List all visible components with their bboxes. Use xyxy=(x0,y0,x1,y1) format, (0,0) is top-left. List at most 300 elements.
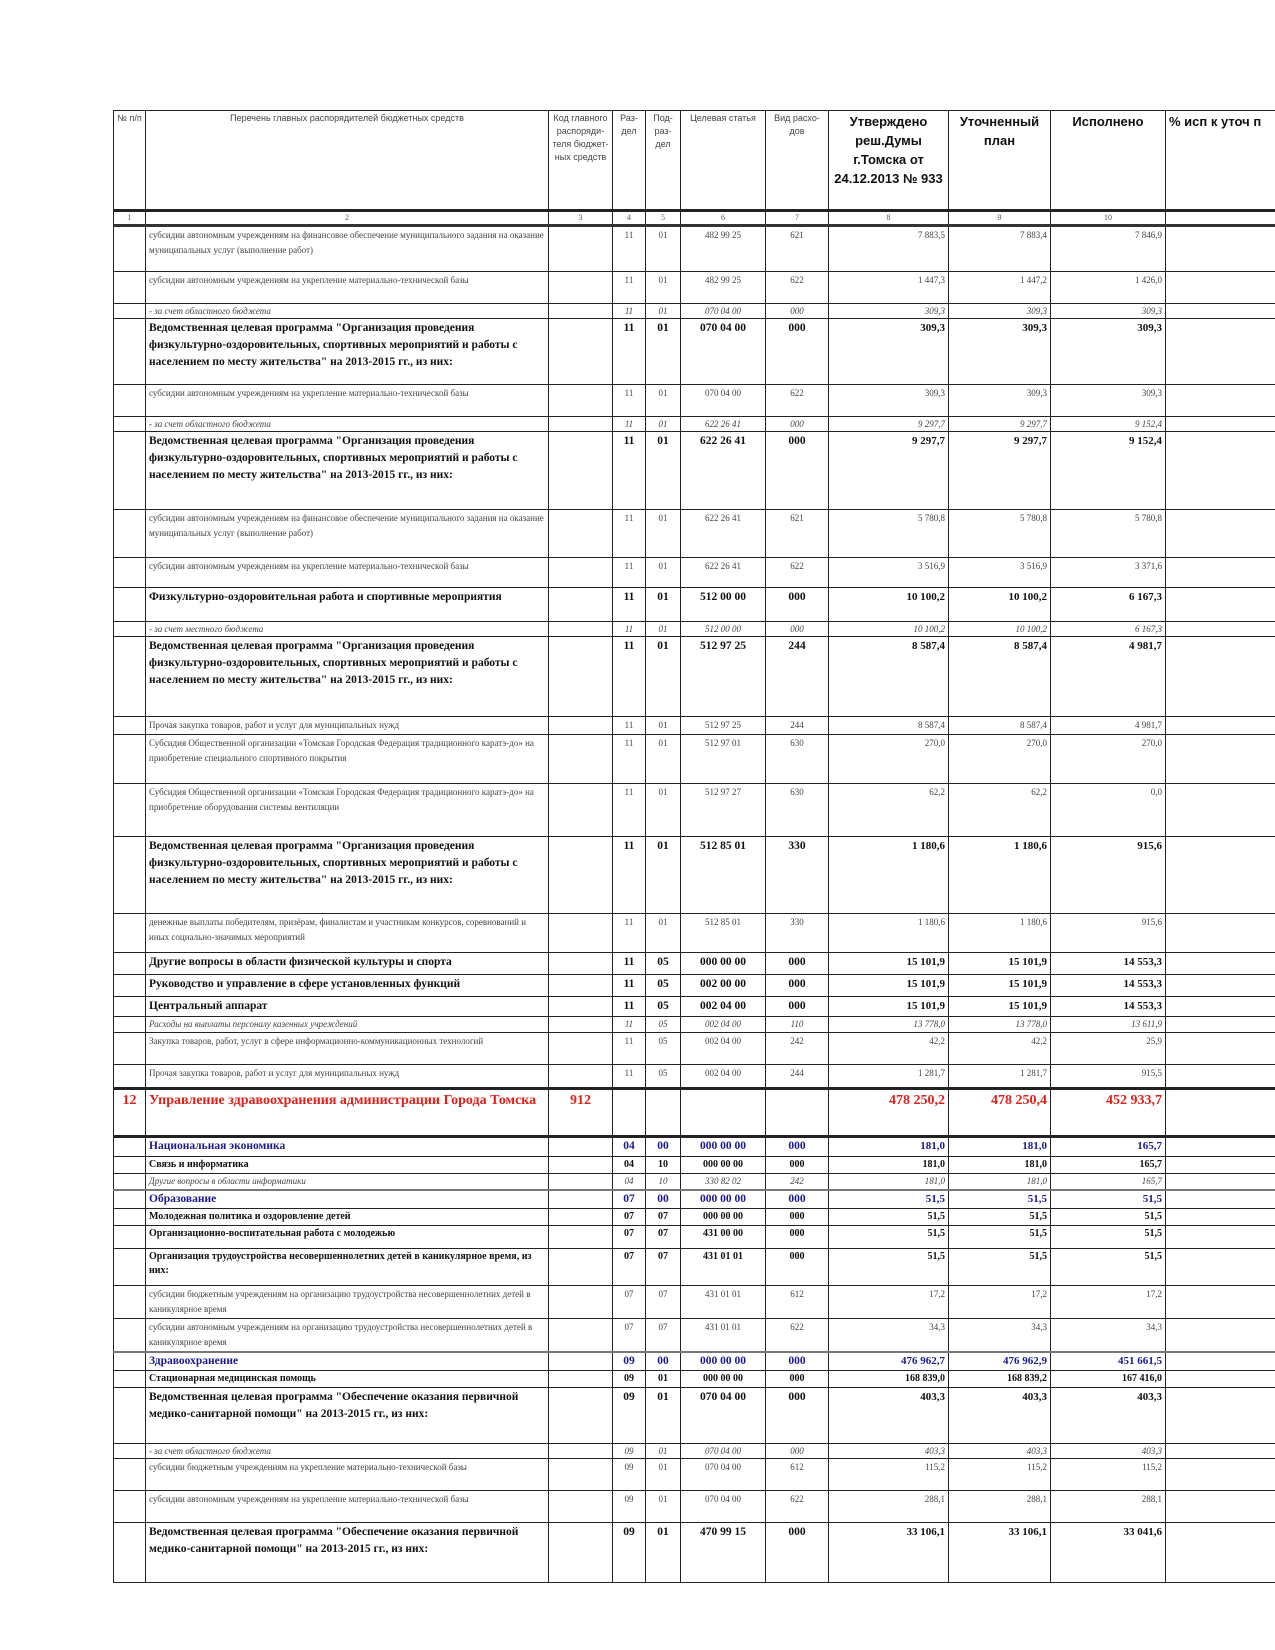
cell-approved: 181,0 xyxy=(829,1137,949,1157)
cell-revised-plan: 17,2 xyxy=(949,1285,1051,1318)
table-row xyxy=(114,272,1275,304)
cell-name: субсидии бюджетным учреждениям на организацию трудоустройства несовершеннолетних детей в каникулярное время xyxy=(146,1285,549,1318)
cell-expense-type: 621 xyxy=(766,226,829,272)
table-row xyxy=(114,975,1275,997)
cell-number xyxy=(114,997,146,1017)
cell-percent xyxy=(1166,1033,1275,1065)
cell-executed: 13 611,9 xyxy=(1051,1017,1166,1033)
cell-executed: 9 152,4 xyxy=(1051,432,1166,510)
cell-expense-type: 612 xyxy=(766,1285,829,1318)
cell-target-item: 330 82 02 xyxy=(681,1174,766,1190)
cell-expense-type: 621 xyxy=(766,510,829,558)
cell-percent xyxy=(1166,510,1275,558)
table-row xyxy=(114,997,1275,1017)
cell-percent xyxy=(1166,417,1275,432)
cell-revised-plan: 3 516,9 xyxy=(949,558,1051,588)
cell-number xyxy=(114,432,146,510)
cell-target-item: 512 97 25 xyxy=(681,637,766,717)
cell-name: - за счет областного бюджета xyxy=(146,417,549,432)
cell-subsection: 01 xyxy=(646,637,681,717)
cell-target-item: 002 04 00 xyxy=(681,1017,766,1033)
cell-number xyxy=(114,1190,146,1209)
cell-percent xyxy=(1166,717,1275,735)
cell-revised-plan: 403,3 xyxy=(949,1388,1051,1444)
cell-approved: 9 297,7 xyxy=(829,417,949,432)
cell-name: Другие вопросы в области информатики xyxy=(146,1174,549,1190)
column-index: 5 xyxy=(646,211,681,226)
cell-revised-plan: 15 101,9 xyxy=(949,975,1051,997)
cell-approved: 62,2 xyxy=(829,784,949,837)
table-row xyxy=(114,1174,1275,1190)
cell-section: 11 xyxy=(613,837,646,914)
cell-subsection: 01 xyxy=(646,510,681,558)
cell-section: 09 xyxy=(613,1523,646,1583)
cell-number xyxy=(114,1491,146,1523)
header-target-item: Целевая статья xyxy=(681,111,766,211)
table-header-row xyxy=(114,111,1275,211)
cell-revised-plan: 8 587,4 xyxy=(949,637,1051,717)
cell-revised-plan: 309,3 xyxy=(949,319,1051,385)
table-row xyxy=(114,417,1275,432)
cell-code xyxy=(549,975,613,997)
cell-section: 11 xyxy=(613,914,646,953)
column-index: 4 xyxy=(613,211,646,226)
cell-subsection: 05 xyxy=(646,975,681,997)
cell-name: субсидии автономным учреждениям на финансовое обеспечение муниципального задания на оказание муниципальных услуг (выполнение работ) xyxy=(146,226,549,272)
table-row xyxy=(114,432,1275,510)
table-row xyxy=(114,1371,1275,1388)
table-row xyxy=(114,1157,1275,1174)
cell-expense-type xyxy=(766,1089,829,1137)
cell-section: 09 xyxy=(613,1459,646,1491)
cell-number xyxy=(114,717,146,735)
cell-executed: 403,3 xyxy=(1051,1388,1166,1444)
column-index: 1 xyxy=(114,211,146,226)
table-row xyxy=(114,1190,1275,1209)
cell-name: Здравоохранение xyxy=(146,1352,549,1371)
cell-expense-type: 630 xyxy=(766,784,829,837)
cell-code xyxy=(549,319,613,385)
cell-expense-type: 622 xyxy=(766,1318,829,1352)
cell-section: 07 xyxy=(613,1225,646,1248)
cell-section: 11 xyxy=(613,304,646,319)
cell-section: 11 xyxy=(613,417,646,432)
cell-expense-type: 000 xyxy=(766,1225,829,1248)
column-index: 6 xyxy=(681,211,766,226)
cell-code xyxy=(549,1491,613,1523)
cell-approved: 51,5 xyxy=(829,1190,949,1209)
cell-executed: 165,7 xyxy=(1051,1137,1166,1157)
cell-name: Ведомственная целевая программа "Организация проведения физкультурно-оздоровительных, спортивных мероприятий и работы с населением по месту жительства" на 2013-2015 гг., из них: xyxy=(146,637,549,717)
cell-approved: 1 180,6 xyxy=(829,837,949,914)
cell-section: 11 xyxy=(613,735,646,784)
cell-name: Национальная экономика xyxy=(146,1137,549,1157)
table-row xyxy=(114,1491,1275,1523)
cell-executed: 51,5 xyxy=(1051,1190,1166,1209)
table-row xyxy=(114,1225,1275,1248)
column-index: 8 xyxy=(829,211,949,226)
cell-expense-type: 000 xyxy=(766,1190,829,1209)
cell-subsection: 01 xyxy=(646,1459,681,1491)
cell-target-item: 622 26 41 xyxy=(681,558,766,588)
cell-code xyxy=(549,1033,613,1065)
cell-revised-plan: 13 778,0 xyxy=(949,1017,1051,1033)
cell-section: 09 xyxy=(613,1388,646,1444)
cell-percent xyxy=(1166,622,1275,637)
cell-name: Прочая закупка товаров, работ и услуг для муниципальных нужд xyxy=(146,1065,549,1089)
cell-code xyxy=(549,1388,613,1444)
cell-revised-plan: 181,0 xyxy=(949,1157,1051,1174)
cell-executed: 4 981,7 xyxy=(1051,637,1166,717)
cell-executed: 6 167,3 xyxy=(1051,622,1166,637)
cell-percent xyxy=(1166,1371,1275,1388)
header-expense-type: Вид расхо-дов xyxy=(766,111,829,211)
cell-percent xyxy=(1166,1137,1275,1157)
cell-code xyxy=(549,622,613,637)
cell-target-item: 622 26 41 xyxy=(681,510,766,558)
cell-revised-plan: 7 883,4 xyxy=(949,226,1051,272)
cell-percent xyxy=(1166,1491,1275,1523)
header-executed: Исполнено xyxy=(1051,111,1166,211)
cell-approved: 10 100,2 xyxy=(829,588,949,622)
cell-executed: 34,3 xyxy=(1051,1318,1166,1352)
cell-revised-plan: 270,0 xyxy=(949,735,1051,784)
cell-number xyxy=(114,558,146,588)
cell-subsection: 05 xyxy=(646,1065,681,1089)
table-row xyxy=(114,1444,1275,1459)
cell-code xyxy=(549,997,613,1017)
cell-target-item: 000 00 00 xyxy=(681,1352,766,1371)
cell-code xyxy=(549,558,613,588)
cell-number xyxy=(114,622,146,637)
cell-percent xyxy=(1166,1225,1275,1248)
cell-revised-plan: 1 447,2 xyxy=(949,272,1051,304)
cell-section: 11 xyxy=(613,784,646,837)
table-row xyxy=(114,1459,1275,1491)
cell-name: Стационарная медицинская помощь xyxy=(146,1371,549,1388)
cell-expense-type: 000 xyxy=(766,432,829,510)
column-index-row xyxy=(114,211,1275,226)
cell-approved: 309,3 xyxy=(829,319,949,385)
cell-revised-plan: 9 297,7 xyxy=(949,432,1051,510)
cell-approved: 8 587,4 xyxy=(829,717,949,735)
cell-number xyxy=(114,975,146,997)
cell-executed: 309,3 xyxy=(1051,385,1166,417)
cell-number xyxy=(114,953,146,975)
cell-revised-plan: 51,5 xyxy=(949,1208,1051,1225)
cell-expense-type: 000 xyxy=(766,622,829,637)
cell-revised-plan: 403,3 xyxy=(949,1444,1051,1459)
cell-number xyxy=(114,1523,146,1583)
cell-approved: 15 101,9 xyxy=(829,997,949,1017)
cell-executed: 270,0 xyxy=(1051,735,1166,784)
cell-percent xyxy=(1166,953,1275,975)
cell-approved: 270,0 xyxy=(829,735,949,784)
column-index: 7 xyxy=(766,211,829,226)
cell-revised-plan: 1 180,6 xyxy=(949,914,1051,953)
cell-target-item: 622 26 41 xyxy=(681,432,766,510)
cell-section: 11 xyxy=(613,385,646,417)
cell-section: 11 xyxy=(613,432,646,510)
cell-approved: 51,5 xyxy=(829,1248,949,1285)
cell-approved: 15 101,9 xyxy=(829,953,949,975)
cell-executed: 51,5 xyxy=(1051,1225,1166,1248)
cell-approved: 309,3 xyxy=(829,304,949,319)
column-index: 9 xyxy=(949,211,1051,226)
cell-percent xyxy=(1166,1208,1275,1225)
cell-percent xyxy=(1166,319,1275,385)
cell-expense-type: 622 xyxy=(766,558,829,588)
table-row xyxy=(114,637,1275,717)
cell-number xyxy=(114,1033,146,1065)
cell-executed: 6 167,3 xyxy=(1051,588,1166,622)
cell-name: Расходы на выплаты персоналу казенных учреждений xyxy=(146,1017,549,1033)
header-section: Раз-дел xyxy=(613,111,646,211)
cell-name: субсидии автономным учреждениям на укрепление материально-технической базы xyxy=(146,1491,549,1523)
cell-subsection: 01 xyxy=(646,588,681,622)
cell-executed: 14 553,3 xyxy=(1051,975,1166,997)
cell-executed: 1 426,0 xyxy=(1051,272,1166,304)
cell-approved: 115,2 xyxy=(829,1459,949,1491)
cell-code xyxy=(549,1208,613,1225)
cell-name: Ведомственная целевая программа "Организация проведения физкультурно-оздоровительных, спортивных мероприятий и работы с населением по месту жительства" на 2013-2015 гг., из них: xyxy=(146,319,549,385)
cell-percent xyxy=(1166,1157,1275,1174)
cell-name: Прочая закупка товаров, работ и услуг для муниципальных нужд xyxy=(146,717,549,735)
cell-section: 07 xyxy=(613,1190,646,1209)
cell-target-item: 002 04 00 xyxy=(681,1065,766,1089)
cell-executed: 309,3 xyxy=(1051,319,1166,385)
cell-executed: 17,2 xyxy=(1051,1285,1166,1318)
cell-subsection: 07 xyxy=(646,1318,681,1352)
cell-target-item: 002 04 00 xyxy=(681,997,766,1017)
cell-subsection: 01 xyxy=(646,1491,681,1523)
cell-number xyxy=(114,319,146,385)
header-approved: Утверждено реш.Думы г.Томска от 24.12.2013 № 933 xyxy=(829,111,949,211)
cell-target-item: 070 04 00 xyxy=(681,319,766,385)
cell-code xyxy=(549,385,613,417)
cell-section: 11 xyxy=(613,1065,646,1089)
cell-percent xyxy=(1166,1459,1275,1491)
cell-code xyxy=(549,837,613,914)
cell-section: 07 xyxy=(613,1208,646,1225)
table-row xyxy=(114,1318,1275,1352)
cell-executed: 309,3 xyxy=(1051,304,1166,319)
cell-number xyxy=(114,1444,146,1459)
cell-expense-type: 000 xyxy=(766,1208,829,1225)
cell-code xyxy=(549,1523,613,1583)
cell-subsection: 01 xyxy=(646,784,681,837)
cell-number xyxy=(114,272,146,304)
cell-percent xyxy=(1166,735,1275,784)
cell-executed: 3 371,6 xyxy=(1051,558,1166,588)
cell-number xyxy=(114,417,146,432)
cell-executed: 9 152,4 xyxy=(1051,417,1166,432)
cell-code xyxy=(549,953,613,975)
cell-subsection: 05 xyxy=(646,953,681,975)
cell-approved: 1 180,6 xyxy=(829,914,949,953)
cell-number xyxy=(114,1208,146,1225)
cell-section: 11 xyxy=(613,272,646,304)
cell-number xyxy=(114,385,146,417)
cell-approved: 42,2 xyxy=(829,1033,949,1065)
cell-target-item: 002 04 00 xyxy=(681,1033,766,1065)
table-row xyxy=(114,1523,1275,1583)
cell-target-item: 070 04 00 xyxy=(681,385,766,417)
cell-approved: 3 516,9 xyxy=(829,558,949,588)
cell-target-item: 000 00 00 xyxy=(681,1208,766,1225)
cell-percent xyxy=(1166,637,1275,717)
cell-subsection: 05 xyxy=(646,1033,681,1065)
cell-number xyxy=(114,1017,146,1033)
cell-expense-type: 000 xyxy=(766,1388,829,1444)
cell-approved: 13 778,0 xyxy=(829,1017,949,1033)
table-row xyxy=(114,510,1275,558)
cell-expense-type: 242 xyxy=(766,1174,829,1190)
cell-expense-type: 242 xyxy=(766,1033,829,1065)
cell-section: 09 xyxy=(613,1371,646,1388)
cell-percent xyxy=(1166,1523,1275,1583)
cell-code: 912 xyxy=(549,1089,613,1137)
cell-expense-type: 622 xyxy=(766,272,829,304)
cell-subsection: 01 xyxy=(646,837,681,914)
cell-percent xyxy=(1166,558,1275,588)
cell-section: 11 xyxy=(613,510,646,558)
table-row xyxy=(114,1033,1275,1065)
cell-target-item: 431 01 01 xyxy=(681,1248,766,1285)
cell-percent xyxy=(1166,1285,1275,1318)
cell-revised-plan: 288,1 xyxy=(949,1491,1051,1523)
cell-executed: 288,1 xyxy=(1051,1491,1166,1523)
cell-revised-plan: 51,5 xyxy=(949,1248,1051,1285)
cell-code xyxy=(549,735,613,784)
cell-approved: 288,1 xyxy=(829,1491,949,1523)
cell-percent xyxy=(1166,1352,1275,1371)
table-row xyxy=(114,1137,1275,1157)
cell-approved: 17,2 xyxy=(829,1285,949,1318)
cell-section: 04 xyxy=(613,1157,646,1174)
cell-subsection: 07 xyxy=(646,1285,681,1318)
cell-percent xyxy=(1166,1248,1275,1285)
column-index: 10 xyxy=(1051,211,1166,226)
cell-percent xyxy=(1166,304,1275,319)
cell-subsection: 10 xyxy=(646,1157,681,1174)
cell-name: субсидии бюджетным учреждениям на укрепление материально-технической базы xyxy=(146,1459,549,1491)
cell-revised-plan: 62,2 xyxy=(949,784,1051,837)
cell-name: субсидии автономным учреждениям на укрепление материально-технической базы xyxy=(146,558,549,588)
cell-target-item: 482 99 25 xyxy=(681,226,766,272)
cell-code xyxy=(549,1248,613,1285)
cell-name: субсидии автономным учреждениям на организацию трудоустройства несовершеннолетних детей в каникулярное время xyxy=(146,1318,549,1352)
cell-section: 07 xyxy=(613,1318,646,1352)
cell-target-item xyxy=(681,1089,766,1137)
cell-number xyxy=(114,1371,146,1388)
cell-subsection: 01 xyxy=(646,1523,681,1583)
cell-name: Ведомственная целевая программа "Обеспечение оказания первичной медико-санитарной помощи" на 2013-2015 гг., из них: xyxy=(146,1523,549,1583)
cell-expense-type: 000 xyxy=(766,1248,829,1285)
table-row xyxy=(114,1017,1275,1033)
table-row xyxy=(114,953,1275,975)
cell-revised-plan: 42,2 xyxy=(949,1033,1051,1065)
table-row xyxy=(114,1065,1275,1089)
cell-expense-type: 000 xyxy=(766,975,829,997)
cell-percent xyxy=(1166,975,1275,997)
cell-number xyxy=(114,735,146,784)
cell-executed: 165,7 xyxy=(1051,1157,1166,1174)
cell-approved: 181,0 xyxy=(829,1174,949,1190)
column-index: 3 xyxy=(549,211,613,226)
cell-section: 11 xyxy=(613,226,646,272)
cell-target-item: 512 00 00 xyxy=(681,622,766,637)
cell-revised-plan: 309,3 xyxy=(949,304,1051,319)
table-row xyxy=(114,1248,1275,1285)
cell-expense-type: 000 xyxy=(766,1523,829,1583)
cell-expense-type: 330 xyxy=(766,914,829,953)
cell-executed: 167 416,0 xyxy=(1051,1371,1166,1388)
cell-revised-plan: 168 839,2 xyxy=(949,1371,1051,1388)
header-subsection: Под-раз-дел xyxy=(646,111,681,211)
cell-code xyxy=(549,304,613,319)
cell-code xyxy=(549,1352,613,1371)
cell-target-item: 070 04 00 xyxy=(681,1459,766,1491)
cell-number xyxy=(114,1388,146,1444)
cell-name: Организационно-воспитательная работа с молодежью xyxy=(146,1225,549,1248)
cell-subsection: 07 xyxy=(646,1248,681,1285)
cell-name: - за счет местного бюджета xyxy=(146,622,549,637)
cell-percent xyxy=(1166,385,1275,417)
cell-target-item: 431 01 01 xyxy=(681,1318,766,1352)
cell-percent xyxy=(1166,837,1275,914)
cell-approved: 15 101,9 xyxy=(829,975,949,997)
cell-name: Ведомственная целевая программа "Обеспечение оказания первичной медико-санитарной помощи" на 2013-2015 гг., из них: xyxy=(146,1388,549,1444)
budget-table xyxy=(113,110,1275,1583)
header-name: Перечень главных распорядителей бюджетных средств xyxy=(146,111,549,211)
cell-code xyxy=(549,510,613,558)
cell-executed: 14 553,3 xyxy=(1051,953,1166,975)
cell-approved: 33 106,1 xyxy=(829,1523,949,1583)
cell-subsection: 01 xyxy=(646,735,681,784)
cell-subsection: 01 xyxy=(646,385,681,417)
cell-target-item: 512 00 00 xyxy=(681,588,766,622)
cell-name: Физкультурно-оздоровительная работа и спортивные мероприятия xyxy=(146,588,549,622)
cell-number xyxy=(114,1174,146,1190)
cell-percent xyxy=(1166,914,1275,953)
cell-number xyxy=(114,1459,146,1491)
cell-executed: 5 780,8 xyxy=(1051,510,1166,558)
cell-subsection: 05 xyxy=(646,1017,681,1033)
cell-revised-plan: 51,5 xyxy=(949,1225,1051,1248)
cell-target-item: 470 99 15 xyxy=(681,1523,766,1583)
cell-executed: 14 553,3 xyxy=(1051,997,1166,1017)
cell-subsection xyxy=(646,1089,681,1137)
cell-code xyxy=(549,1318,613,1352)
cell-executed: 0,0 xyxy=(1051,784,1166,837)
cell-revised-plan: 15 101,9 xyxy=(949,997,1051,1017)
cell-section: 11 xyxy=(613,588,646,622)
column-index: 2 xyxy=(146,211,549,226)
cell-target-item: 482 99 25 xyxy=(681,272,766,304)
cell-revised-plan: 15 101,9 xyxy=(949,953,1051,975)
cell-target-item: 512 97 27 xyxy=(681,784,766,837)
cell-code xyxy=(549,1371,613,1388)
cell-number xyxy=(114,637,146,717)
cell-name: - за счет областного бюджета xyxy=(146,304,549,319)
cell-code xyxy=(549,1225,613,1248)
cell-name: - за счет областного бюджета xyxy=(146,1444,549,1459)
table-row xyxy=(114,319,1275,385)
cell-approved: 9 297,7 xyxy=(829,432,949,510)
cell-number xyxy=(114,837,146,914)
cell-name: Субсидия Общественной организации «Томская Городская Федерация традиционного каратэ-до» на приобретение специального спортивного покрытия xyxy=(146,735,549,784)
